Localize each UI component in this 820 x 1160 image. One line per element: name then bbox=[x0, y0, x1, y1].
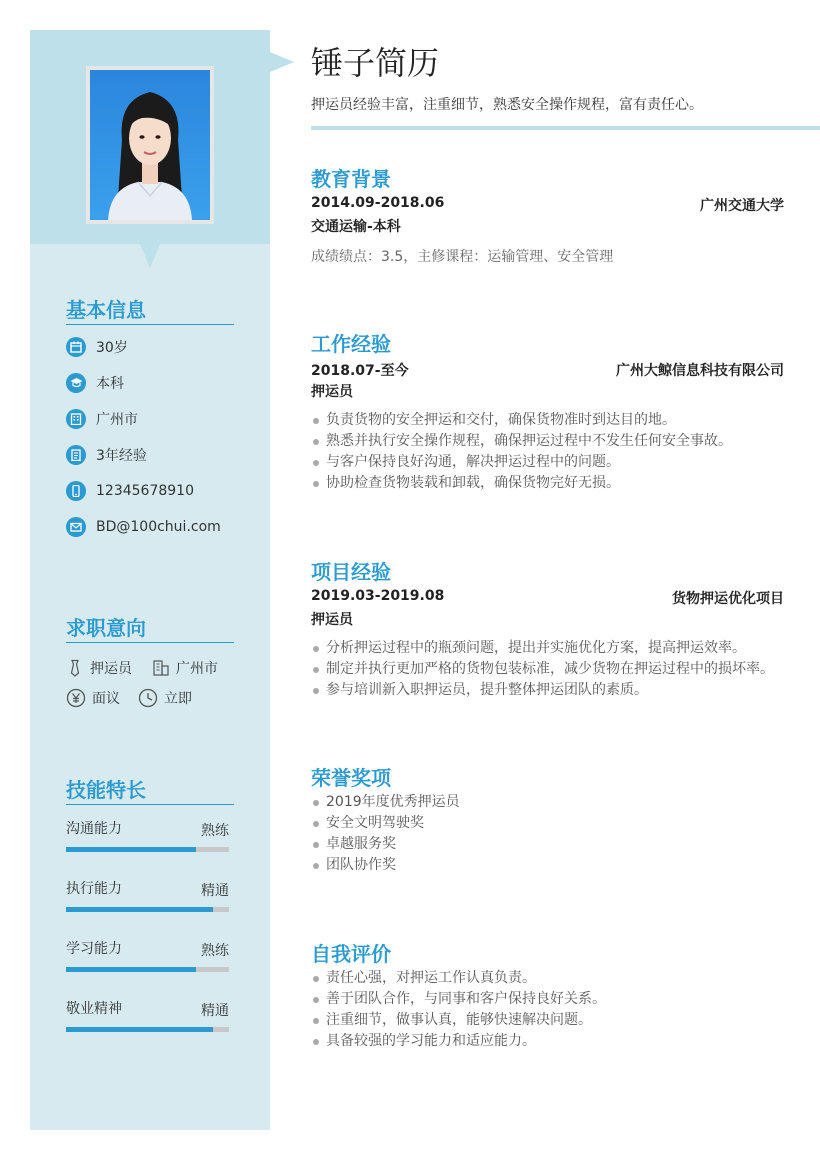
list-item: 安全文明驾驶奖 bbox=[311, 813, 460, 834]
skill-name: 沟通能力 bbox=[66, 821, 122, 837]
intent-salary-value: 面议 bbox=[92, 691, 120, 707]
skill-bar-fill bbox=[66, 847, 196, 852]
skill-bar-fill bbox=[66, 907, 213, 912]
skill-level: 精通 bbox=[201, 883, 229, 899]
list-item: 分析押运过程中的瓶颈问题，提出并实施优化方案，提高押运效率。 bbox=[311, 638, 774, 659]
list-item: 责任心强，对押运工作认真负责。 bbox=[311, 968, 606, 989]
list-item: 负责货物的安全押运和交付，确保货物准时到达目的地。 bbox=[311, 410, 732, 431]
info-email bbox=[66, 516, 221, 538]
work-duties bbox=[311, 410, 732, 494]
project-role: 押运员 bbox=[311, 612, 353, 628]
self-eval-list bbox=[311, 968, 606, 1052]
education-period: 2014.09-2018.06 bbox=[311, 195, 445, 211]
list-item: 具备较强的学习能力和适应能力。 bbox=[311, 1031, 606, 1052]
intent-position bbox=[66, 658, 132, 678]
list-item: 2019年度优秀押运员 bbox=[311, 792, 460, 813]
profile-photo bbox=[90, 70, 210, 220]
intent-salary bbox=[66, 688, 120, 708]
skill-bar-fill bbox=[66, 1027, 213, 1032]
skill-bar bbox=[66, 907, 229, 912]
skill-bar bbox=[66, 1027, 229, 1032]
summary: 押运员经验丰富，注重细节，熟悉安全操作规程，富有责任心。 bbox=[311, 97, 703, 113]
info-education-value: 本科 bbox=[96, 376, 124, 392]
graduation-cap-icon bbox=[66, 373, 86, 393]
yen-icon bbox=[66, 688, 86, 708]
self-eval-title: 自我评价 bbox=[311, 942, 391, 966]
honors-list bbox=[311, 792, 460, 876]
project-name: 货物押运优化项目 bbox=[672, 591, 784, 607]
skill-bar bbox=[66, 967, 229, 972]
project-title: 项目经验 bbox=[311, 560, 391, 584]
education-school: 广州交通大学 bbox=[700, 198, 784, 214]
work-company: 广州大鲸信息科技有限公司 bbox=[616, 363, 784, 379]
info-age-value: 30岁 bbox=[96, 340, 128, 356]
work-period: 2018.07-至今 bbox=[311, 363, 409, 379]
skill-name: 敬业精神 bbox=[66, 1001, 122, 1017]
mail-icon bbox=[66, 517, 86, 537]
skill-level: 精通 bbox=[201, 1003, 229, 1019]
intent-city-value: 广州市 bbox=[176, 661, 218, 677]
skill-level: 熟练 bbox=[201, 943, 229, 959]
info-experience bbox=[66, 444, 147, 466]
info-experience-value: 3年经验 bbox=[96, 448, 147, 464]
info-phone-value: 12345678910 bbox=[96, 483, 194, 499]
calendar-icon bbox=[66, 337, 86, 357]
tie-icon bbox=[66, 659, 84, 677]
info-city-value: 广州市 bbox=[96, 412, 138, 428]
project-duties bbox=[311, 638, 774, 701]
work-role: 押运员 bbox=[311, 384, 353, 400]
skill-name: 执行能力 bbox=[66, 881, 122, 897]
list-item: 参与培训新入职押运员，提升整体押运团队的素质。 bbox=[311, 680, 774, 701]
skill-name: 学习能力 bbox=[66, 941, 122, 957]
info-email-value: BD@100chui.com bbox=[96, 519, 221, 535]
info-city bbox=[66, 408, 138, 430]
basic-info-title: 基本信息 bbox=[66, 297, 234, 325]
skill-bar-fill bbox=[66, 967, 196, 972]
intent-availability-value: 立即 bbox=[164, 691, 192, 707]
list-item: 制定并执行更加严格的货物包装标准，减少货物在押运过程中的损坏率。 bbox=[311, 659, 774, 680]
building-icon bbox=[152, 659, 170, 677]
info-phone bbox=[66, 480, 194, 502]
education-note: 成绩绩点：3.5，主修课程：运输管理、安全管理 bbox=[311, 249, 614, 265]
list-item: 团队协作奖 bbox=[311, 855, 460, 876]
skill-bar bbox=[66, 847, 229, 852]
intent-position-value: 押运员 bbox=[90, 661, 132, 677]
intent-city bbox=[152, 658, 218, 678]
header-divider bbox=[311, 126, 820, 130]
phone-icon bbox=[66, 481, 86, 501]
list-item: 熟悉并执行安全操作规程，确保押运过程中不发生任何安全事故。 bbox=[311, 431, 732, 452]
education-major: 交通运输-本科 bbox=[311, 219, 401, 235]
project-period: 2019.03-2019.08 bbox=[311, 588, 445, 604]
name-pointer bbox=[270, 52, 294, 72]
honors-title: 荣誉奖项 bbox=[311, 766, 391, 790]
list-item: 协助检查货物装载和卸载，确保货物完好无损。 bbox=[311, 473, 732, 494]
intent-title: 求职意向 bbox=[66, 615, 234, 643]
document-icon bbox=[66, 445, 86, 465]
info-age bbox=[66, 336, 128, 358]
building-icon bbox=[66, 409, 86, 429]
education-title: 教育背景 bbox=[311, 167, 391, 191]
clock-icon bbox=[138, 688, 158, 708]
work-title: 工作经验 bbox=[311, 332, 391, 356]
list-item: 与客户保持良好沟通，解决押运过程中的问题。 bbox=[311, 452, 732, 473]
intent-availability bbox=[138, 688, 192, 708]
resume-title: 锤子简历 bbox=[311, 44, 440, 82]
list-item: 善于团队合作，与同事和客户保持良好关系。 bbox=[311, 989, 606, 1010]
skills-title: 技能特长 bbox=[66, 777, 234, 805]
list-item: 注重细节，做事认真，能够快速解决问题。 bbox=[311, 1010, 606, 1031]
info-education bbox=[66, 372, 124, 394]
skill-level: 熟练 bbox=[201, 823, 229, 839]
photo-panel-pointer bbox=[140, 244, 160, 268]
list-item: 卓越服务奖 bbox=[311, 834, 460, 855]
